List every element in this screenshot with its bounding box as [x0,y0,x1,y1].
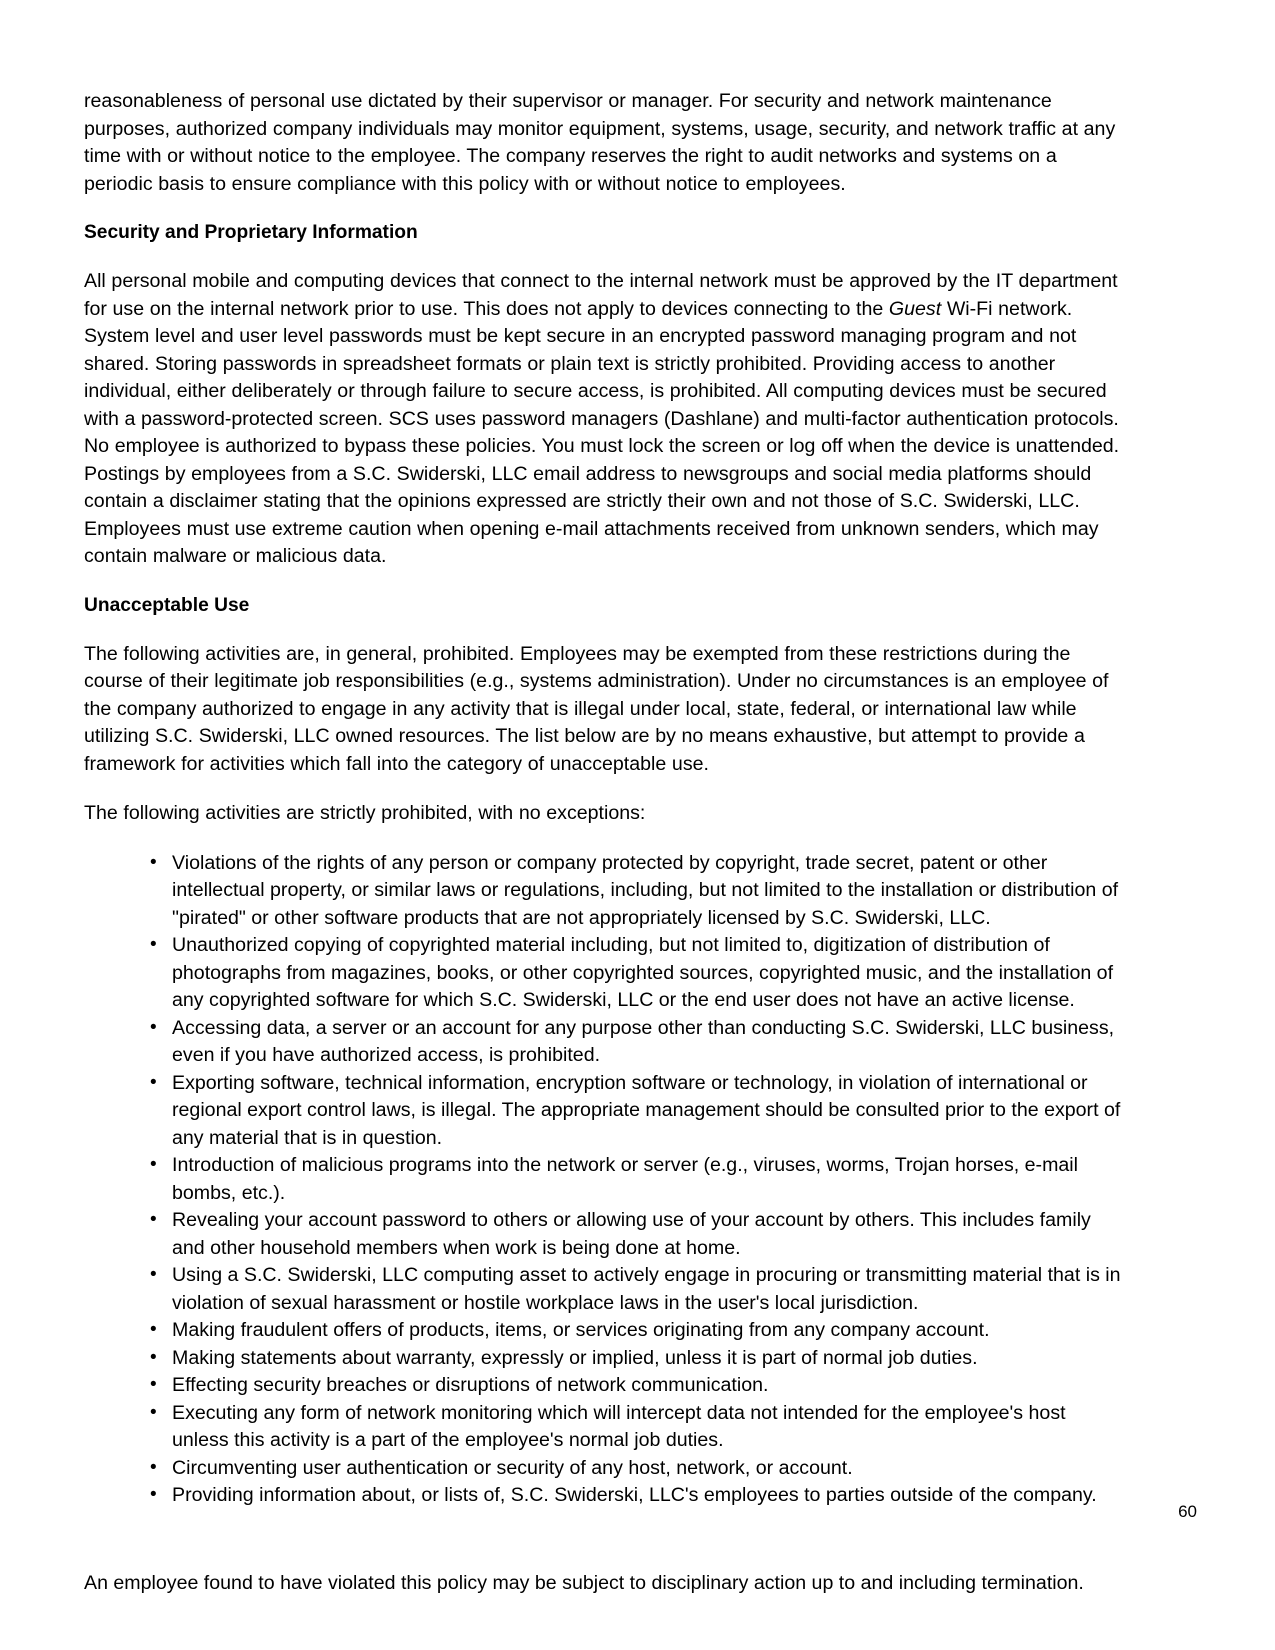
security-section-heading: Security and Proprietary Information [84,222,418,243]
unacceptable-use-heading: Unacceptable Use [84,594,250,616]
list-item: • Unauthorized copying of copyrighted material including, but not limited to, digitization of distribution of photographs from magazines, books, or other copyrighted sources, copyrighted music, and the installation of any copyrighted software for which S.C. Swiderski, LLC or the end user does not have an active license. [150,932,1124,1015]
page-number: 60 [1178,1502,1197,1521]
list-item: • Accessing data, a server or an account for any purpose other than conducting S.C. Swiderski, LLC business, even if you have authorized access, is prohibited. [150,1015,1124,1070]
unacceptable-use-paragraph-2: The following activities are strictly prohibited, with no exceptions: [84,802,646,824]
list-item: • Executing any form of network monitoring which will intercept data not intended for the employee's host unless this activity is a part of the employee's normal job duties. [150,1400,1124,1455]
security-paragraph-part-2: Wi-Fi network. System level and user level passwords must be kept secure in an encrypted password managing program and not shared. Storing passwords in spreadsheet formats or plain text is strictly prohibited. Providing access to another individual, either deliberately or through failure to secure access, is prohibited. All computing devices must be secured with a password-protected screen. SCS uses password managers (Dashlane) and multi-factor authentication protocols. No employee is authorized to bypass these policies. You must lock the screen or log off when the device is unattended. Postings by employees from a S.C. Swiderski, LLC email address to newsgroups and social media platforms should contain a disclaimer stating that the opinions expressed are strictly their own and not those of S.C. Swiderski, LLC. Employees must use extreme caution when opening e-mail attachments received from unknown senders, which may contain malware or malicious data. [84,297,1120,567]
list-item: • Exporting software, technical information, encryption software or technology, in violation of international or regional export control laws, is illegal. The appropriate management should be consulted prior to the export of any material that is in question. [150,1070,1124,1153]
closing-paragraph: An employee found to have violated this policy may be subject to disciplinary action up to and including termination. [84,1571,1084,1594]
security-paragraph-part-1: All personal mobile and computing devices that connect to the internal network must be approved by the IT department for use on the internal network prior to use. This does not apply to devices connecting to the [84,270,1118,320]
page-content [84,88,1124,1597]
security-section-paragraph [84,268,1124,571]
list-item: • Providing information about, or lists of, S.C. Swiderski, LLC's employees to parties outside of the company. [150,1482,1124,1510]
closing-block [84,1570,1124,1598]
unacceptable-use-paragraph-1: The following activities are, in general, prohibited. Employees may be exempted from these restrictions during the course of their legitimate job responsibilities (e.g., systems administration). Under no circumstances is an employee of the company authorized to engage in any activity that is illegal under local, state, federal, or international law while utilizing S.C. Swiderski, LLC owned resources. The list below are by no means exhaustive, but attempt to provide a framework for activities which fall into the category of unacceptable use. [84,642,1109,775]
list-item: • Revealing your account password to others or allowing use of your account by others. This includes family and other household members when work is being done at home. [150,1207,1124,1262]
list-item: • Circumventing user authentication or security of any host, network, or account. [150,1455,1124,1483]
intro-paragraph: reasonableness of personal use dictated by their supervisor or manager. For security and network maintenance purposes, authorized company individuals may monitor equipment, systems, usage, security, and network traffic at any time with or without notice to the employee. The company reserves the right to audit networks and systems on a periodic basis to ensure compliance with this policy with or without notice to employees. [84,90,1116,195]
prohibited-activities-list [84,850,1124,1510]
list-item: • Making statements about warranty, expressly or implied, unless it is part of normal job duties. [150,1345,1124,1373]
list-item: • Violations of the rights of any person or company protected by copyright, trade secret, patent or other intellectual property, or similar laws or regulations, including, but not limited to the installation or distribution of "pirated" or other software products that are not appropriately licensed by S.C. Swiderski, LLC. [150,850,1124,933]
list-item: • Introduction of malicious programs into the network or server (e.g., viruses, worms, Trojan horses, e-mail bombs, etc.). [150,1152,1124,1207]
guest-network-term: Guest [888,297,942,320]
list-item: • Making fraudulent offers of products, items, or services originating from any company account. [150,1317,1124,1345]
list-item: • Effecting security breaches or disruptions of network communication. [150,1372,1124,1400]
list-item: • Using a S.C. Swiderski, LLC computing asset to actively engage in procuring or transmitting material that is in violation of sexual harassment or hostile workplace laws in the user's local jurisdiction. [150,1262,1124,1317]
